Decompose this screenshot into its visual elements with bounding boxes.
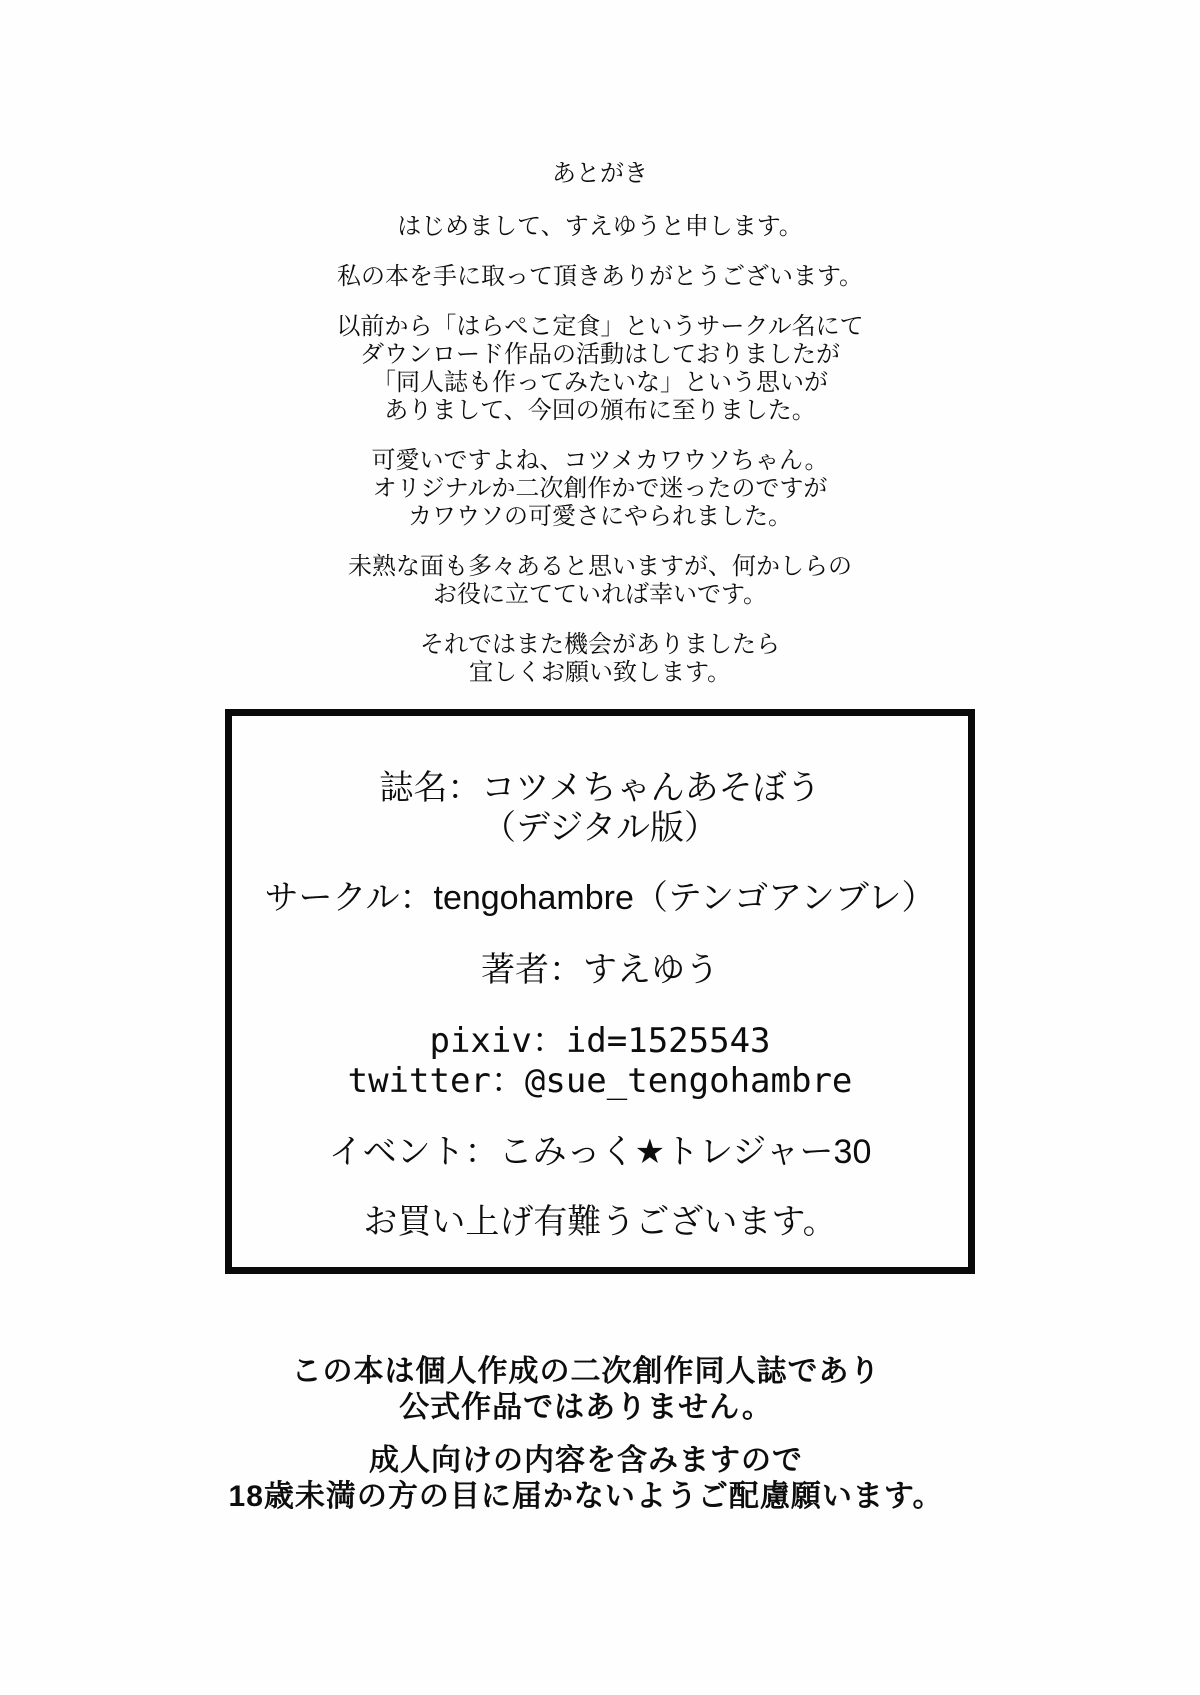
- text-line: 私の本を手に取って頂きありがとうございます。: [336, 263, 864, 290]
- colophon-twitter-handle: twitter：@sue_tengohambre: [347, 1061, 853, 1101]
- text-line: オリジナルか二次創作かで迷ったのですが: [372, 475, 828, 502]
- colophon-thanks: お買い上げ有難うございます。: [363, 1203, 837, 1241]
- text-line: 公式作品ではありません。: [399, 1391, 773, 1424]
- text-line: この本は個人作成の二次創作同人誌であり: [291, 1355, 881, 1388]
- afterword-paragraph-otter: [0, 447, 1200, 531]
- colophon-author: 著者：すえゆう: [481, 951, 719, 989]
- afterword-paragraph-humble: [0, 553, 1200, 609]
- disclaimer-adult-warning: [0, 1443, 1186, 1515]
- disclaimer-unofficial: [0, 1354, 1186, 1426]
- colophon-book-title: 誌名：コツメちゃんあそぼう: [379, 769, 821, 807]
- colophon-book-title-sub: （デジタル版）: [482, 809, 718, 847]
- text-line: ダウンロード作品の活動はしておりましたが: [360, 341, 840, 368]
- text-line: 成人向けの内容を含みますので: [369, 1444, 803, 1477]
- text-line: お役に立てていれば幸いです。: [432, 581, 768, 608]
- colophon-box: [225, 709, 975, 1274]
- disclaimer-section: [0, 1354, 1186, 1515]
- afterword-paragraph-closing: [0, 631, 1200, 687]
- text-line: 宜しくお願い致します。: [468, 659, 732, 686]
- afterword-paragraph-greeting: [0, 213, 1200, 241]
- text-line: それではまた機会がありましたら: [420, 631, 780, 658]
- afterword-section: [0, 0, 1200, 687]
- text-line: 可愛いですよね、コツメカワウソちゃん。: [371, 447, 829, 474]
- colophon-event: イベント：こみっく★トレジャー30: [328, 1133, 872, 1171]
- page-title: あとがき: [552, 160, 648, 187]
- text-line: 未熟な面も多々あると思いますが、何かしらの: [348, 553, 852, 580]
- text-line: 18歳未満の方の目に届かないようご配慮願います。: [228, 1480, 944, 1513]
- afterword-title: [0, 160, 1200, 188]
- colophon-pixiv-id: pixiv：id=1525543: [429, 1021, 771, 1061]
- afterword-paragraph-thanks: [0, 263, 1200, 291]
- text-line: カワウソの可愛さにやられました。: [408, 503, 792, 530]
- colophon-circle: サークル：tengohambre（テンゴアンブレ）: [264, 879, 936, 917]
- text-line: 「同人誌も作ってみたいな」という思いが: [372, 369, 828, 396]
- afterword-paragraph-history: [0, 313, 1200, 425]
- text-line: ありまして、今回の頒布に至りました。: [384, 397, 816, 424]
- text-line: 以前から「はらぺこ定食」というサークル名にて: [336, 313, 864, 340]
- text-line: はじめまして、すえゆうと申します。: [397, 213, 803, 240]
